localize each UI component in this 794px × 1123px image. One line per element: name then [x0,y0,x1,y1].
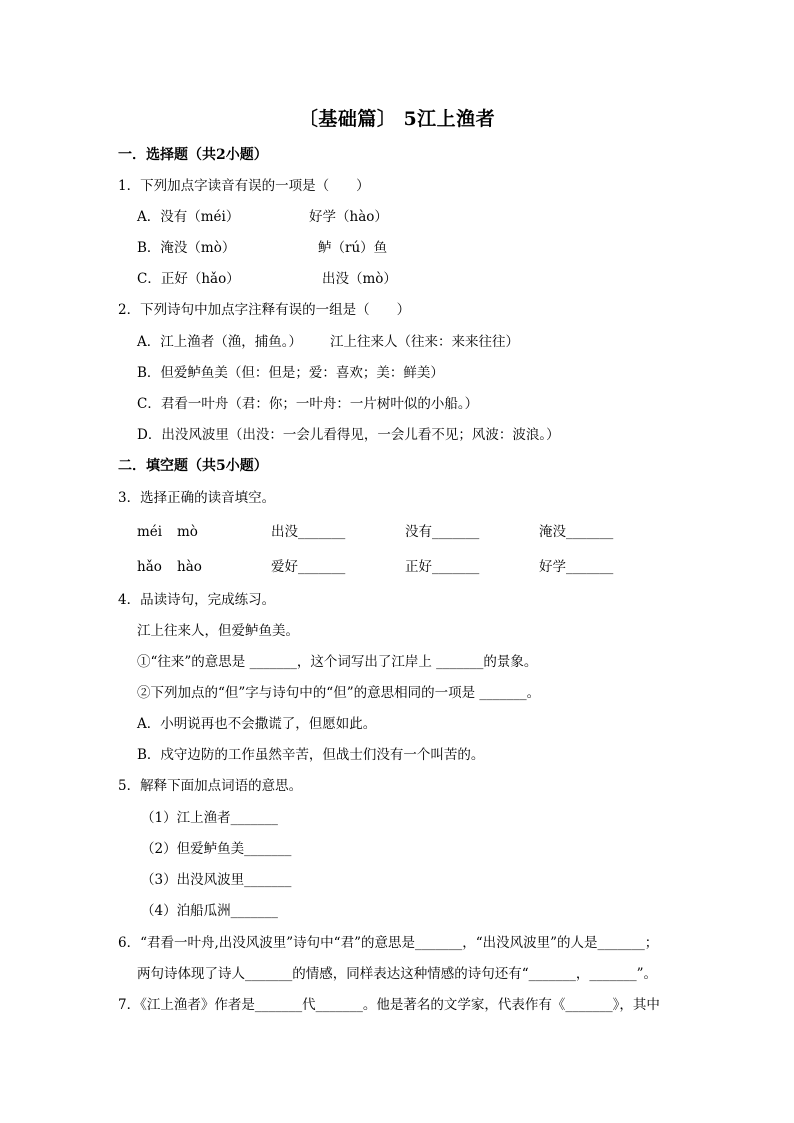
q3-pinyin-mo: mò [177,524,198,540]
q3-pinyin-hao3: hǎo [137,559,162,575]
question-1-stem: 1．下列加点字读音有误的一项是（ ） [118,178,370,194]
q5-item-4: （4）泊船瓜洲_______ [141,903,278,919]
question-6-line-1: 6．“君看一叶舟,出没风波里”诗句中“君”的意思是_______，“出没风波里”的人是_______； [118,935,659,951]
q3-pinyin-hao4: hào [177,559,202,575]
q5-item-2: （2）但爱鲈鱼美_______ [141,841,292,857]
section-1-heading: 一．选择题（共2小题） [118,147,268,163]
section-2-heading: 二．填空题（共5小题） [118,458,268,474]
q2-option-c: C．君看一叶舟（君：你；一叶舟：一片树叶似的小船。） [137,396,479,412]
question-2-stem: 2．下列诗句中加点字注释有误的一组是（ ） [118,302,411,318]
question-3-stem: 3．选择正确的读音填空。 [118,490,276,506]
q2-option-d: D．出没风波里（出没：一会儿看得见，一会儿看不见；风波：波浪。） [137,427,560,443]
q1-option-b: B．淹没（mò） [137,240,236,256]
q3-blank-aihao: 爱好_______ [271,559,346,575]
q2-option-a: A．江上渔者（渔，捕鱼。） [137,334,302,350]
question-4-stem: 4．品读诗句，完成练习。 [118,592,276,608]
question-5-stem: 5．解释下面加点词语的意思。 [118,778,303,794]
q3-pinyin-mei: méi [137,524,163,540]
q1-option-a: A．没有（méi） [137,209,240,225]
q3-blank-yanmo: 淹没_______ [539,524,614,540]
q4-subquestion-2: ②下列加点的“但”字与诗句中的“但”的意思相同的一项是 _______。 [137,685,541,701]
q1-option-b-second: 鲈（rú）鱼 [318,240,388,256]
question-7-line-1: 7．《江上渔者》作者是_______代_______。他是著名的文学家，代表作有《_______》，其中 [118,997,660,1013]
q2-option-b: B．但爱鲈鱼美（但：但是；爱：喜欢；美：鲜美） [137,365,444,381]
q4-option-a: A．小明说再也不会撒谎了，但愿如此。 [137,716,377,732]
q1-option-a-second: 好学（hào） [309,209,388,225]
q3-blank-haoxue: 好学_______ [539,559,614,575]
question-6-line-2: 两句诗体现了诗人_______的情感，同样表达这种情感的诗句还有“_______，_______”。 [137,966,658,982]
q5-item-3: （3）出没风波里_______ [141,872,292,888]
q4-option-b: B．戍守边防的工作虽然辛苦，但战士们没有一个叫苦的。 [137,747,485,763]
q1-option-c: C．正好（hǎo） [137,271,240,287]
q3-blank-zhenghao: 正好_______ [405,559,480,575]
page-title: 〔基础篇〕 5江上渔者 [298,108,496,130]
q1-option-c-second: 出没（mò） [322,271,397,287]
q2-option-a-second: 江上往来人（往来：来来往往） [330,334,519,350]
q5-item-1: （1）江上渔者_______ [141,810,278,826]
q3-blank-chumo: 出没_______ [271,524,346,540]
q4-verse: 江上往来人，但爱鲈鱼美。 [137,623,299,639]
q4-subquestion-1: ①“往来”的意思是 _______，这个词写出了江岸上 _______的景象。 [137,654,538,670]
q3-blank-meiyou: 没有_______ [405,524,480,540]
